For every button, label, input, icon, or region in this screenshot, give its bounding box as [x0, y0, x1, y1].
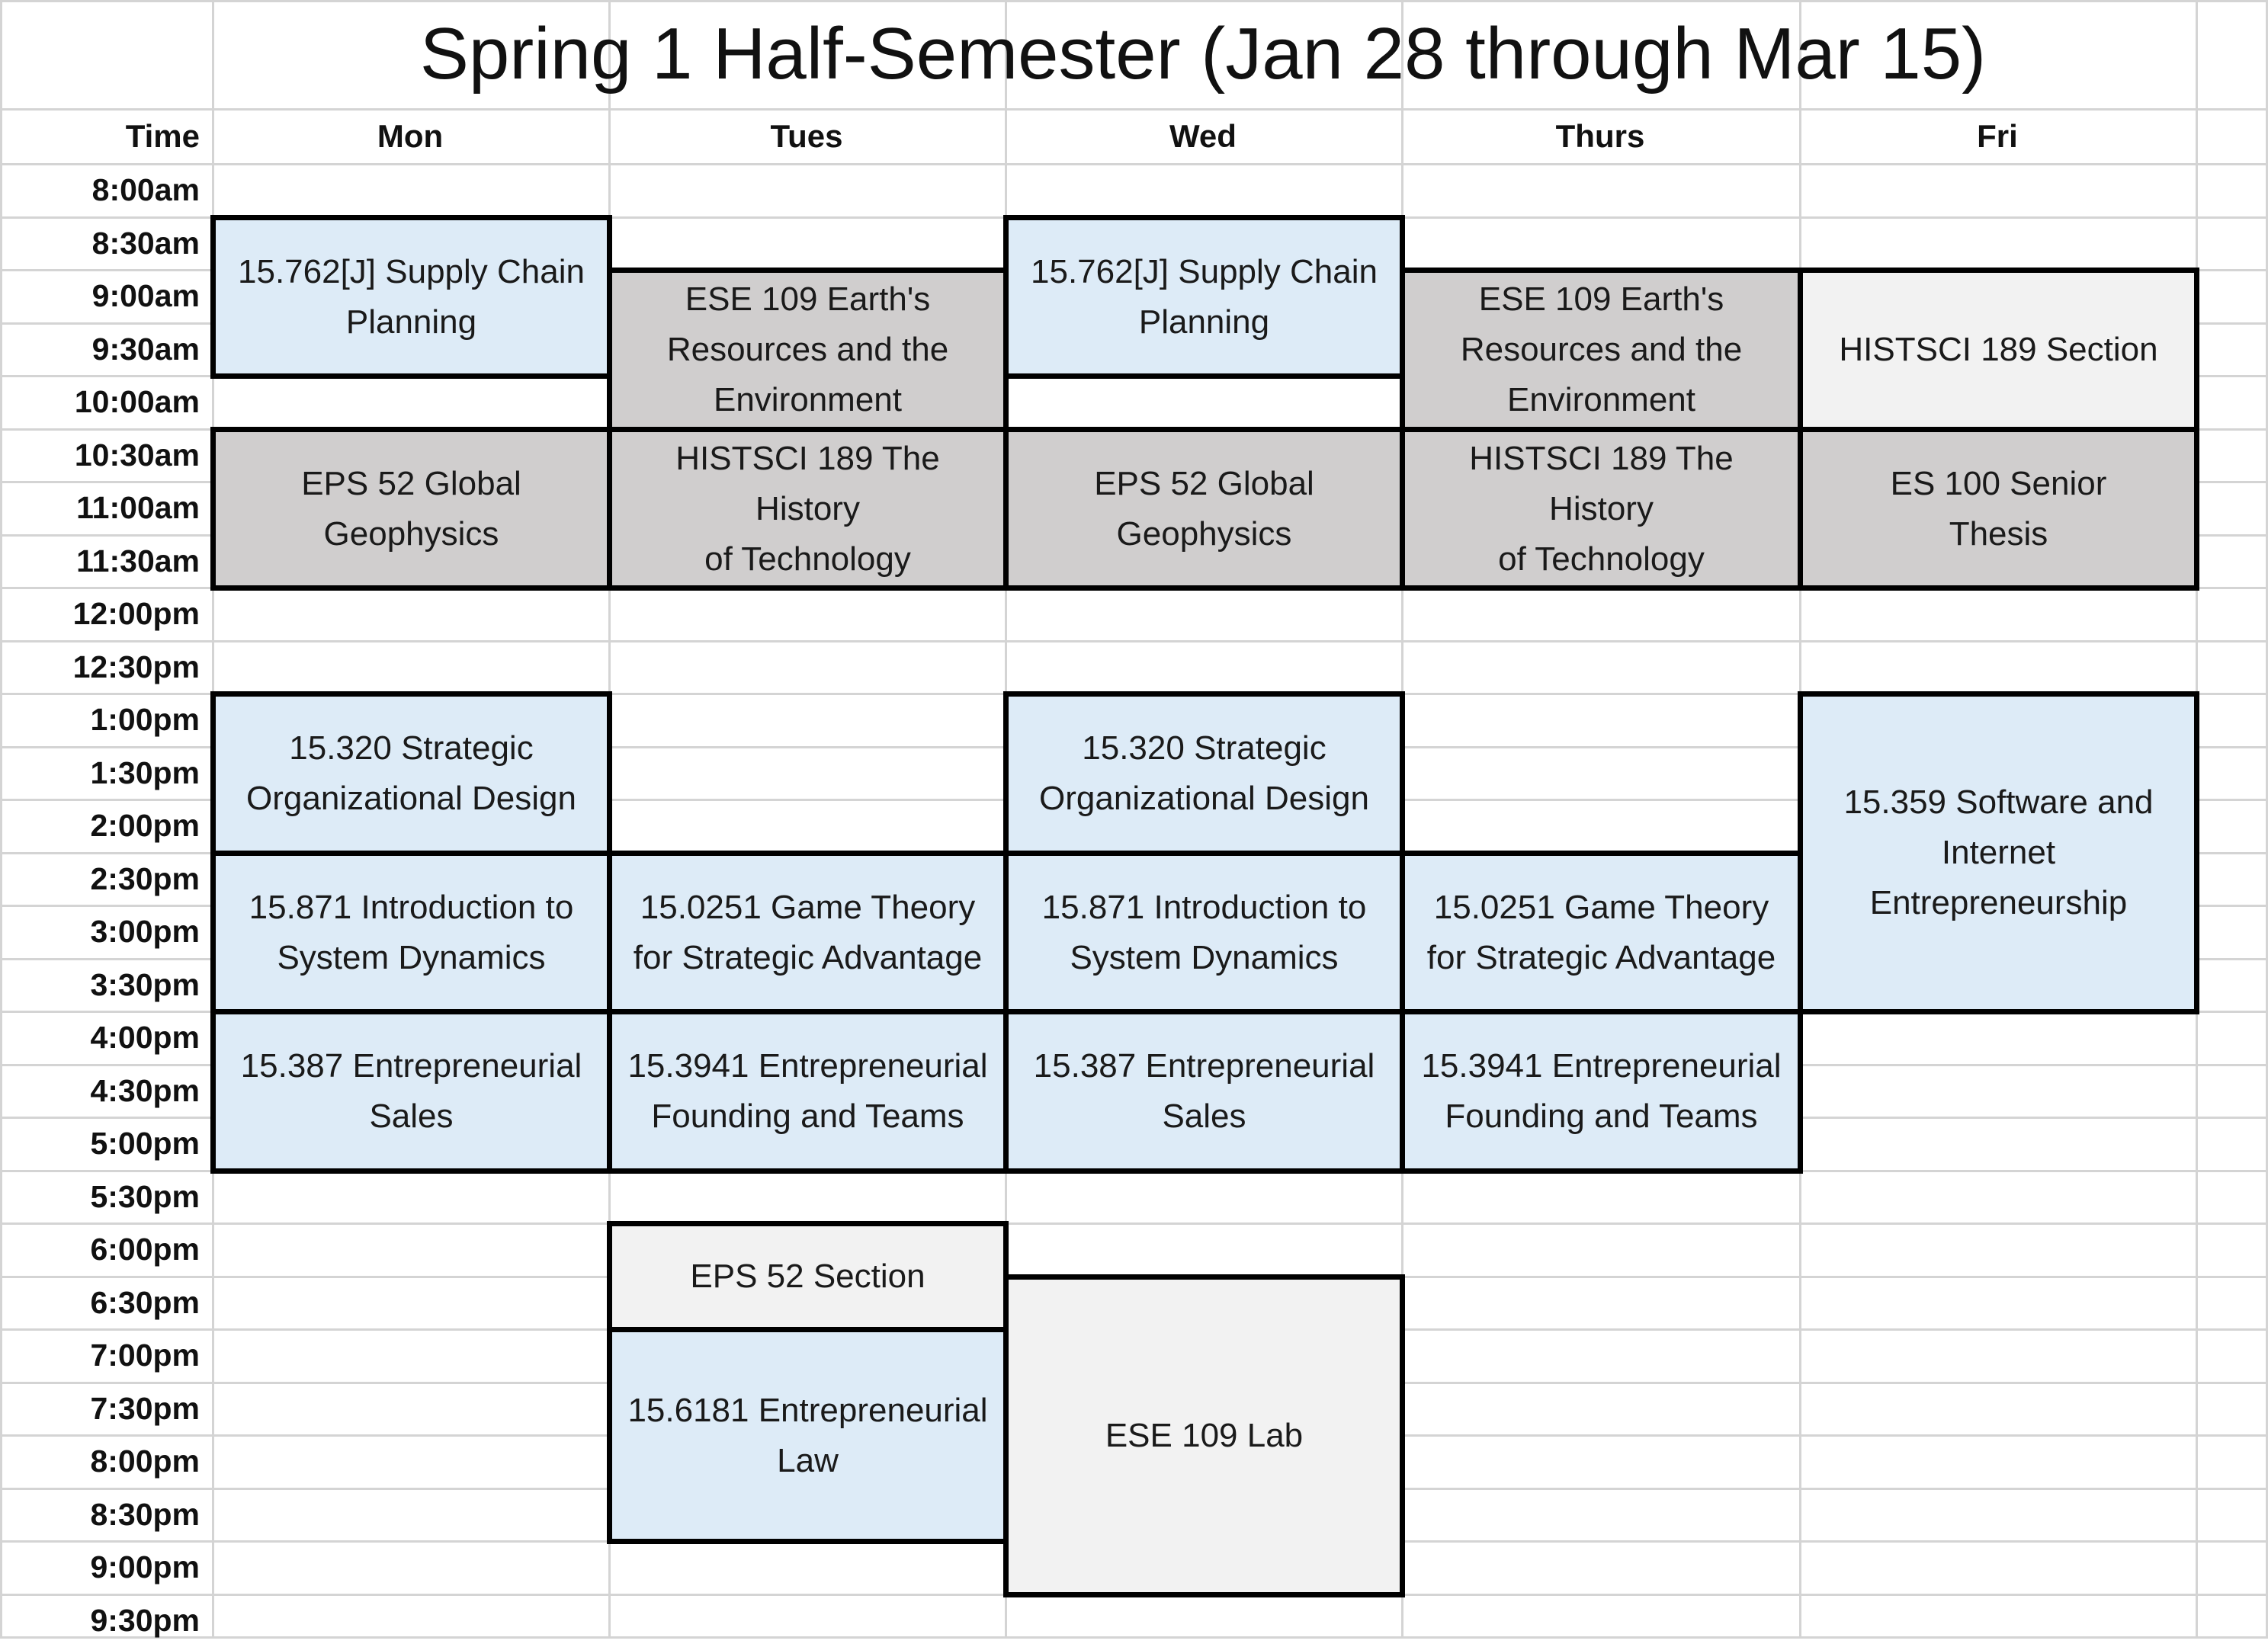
- event-label: [627, 1041, 987, 1142]
- event-histsci-section-fri[interactable]: [1798, 268, 2199, 432]
- event-label-line: 15.3941 Entrepreneurial: [627, 1047, 988, 1085]
- event-label-line: 15.871 Introduction to: [249, 888, 574, 926]
- time-label: 1:00pm: [90, 702, 200, 737]
- event-label-line: of Technology: [1498, 540, 1705, 578]
- event-label-line: Law: [777, 1441, 839, 1479]
- event-label-line: Internet: [1941, 834, 2056, 871]
- event-label-line: HISTSCI 189 The History: [675, 439, 940, 527]
- time-label: 6:00pm: [90, 1232, 200, 1267]
- event-label: [238, 247, 585, 348]
- event-label: [1427, 883, 1776, 983]
- time-label: 10:00am: [74, 384, 200, 419]
- event-org-design-mon[interactable]: [210, 691, 612, 856]
- time-label: 5:00pm: [90, 1126, 200, 1161]
- event-game-theory-tues[interactable]: [607, 851, 1009, 1014]
- day-header-wed: Wed: [1169, 118, 1237, 154]
- event-label-line: System Dynamics: [277, 938, 546, 976]
- event-label: [667, 274, 948, 425]
- event-label: [1094, 459, 1314, 559]
- event-ent-law-tues[interactable]: [607, 1327, 1009, 1544]
- event-ese109-lab-wed[interactable]: [1003, 1274, 1405, 1597]
- event-label: [620, 434, 996, 585]
- time-label: 2:00pm: [90, 808, 200, 843]
- time-label: 1:30pm: [90, 755, 200, 790]
- time-label: 8:30am: [91, 226, 200, 261]
- event-label-line: 15.359 Software and: [1843, 783, 2154, 821]
- event-label-line: ESE 109 Lab: [1105, 1417, 1304, 1454]
- event-es100-fri[interactable]: [1798, 427, 2199, 591]
- time-label: 2:30pm: [90, 861, 200, 896]
- event-label: [1031, 247, 1378, 348]
- event-label-line: Geophysics: [323, 514, 499, 553]
- event-label-line: 15.387 Entrepreneurial: [1033, 1047, 1375, 1085]
- event-label-line: ESE 109 Earth's: [685, 280, 931, 318]
- event-label: [1891, 459, 2107, 559]
- event-label: [1105, 1411, 1303, 1461]
- gridline: [0, 640, 2268, 642]
- event-label: [249, 883, 574, 983]
- event-label-line: Organizational Design: [1039, 780, 1369, 817]
- event-label-line: HISTSCI 189 Section: [1839, 331, 2158, 368]
- time-label: 11:30am: [76, 543, 200, 578]
- event-ese109-tues[interactable]: [607, 268, 1009, 432]
- event-label-line: Environment: [1506, 381, 1695, 418]
- event-eps52-section-tues[interactable]: [607, 1221, 1009, 1332]
- event-ese109-thurs[interactable]: [1400, 268, 1803, 432]
- event-label-line: Sales: [369, 1097, 454, 1135]
- event-supply-chain-mon[interactable]: [210, 215, 612, 379]
- event-label-line: System Dynamics: [1070, 938, 1339, 976]
- event-label-line: 15.387 Entrepreneurial: [240, 1047, 582, 1085]
- day-header-tues: Tues: [770, 118, 843, 154]
- time-label: 6:30pm: [90, 1285, 200, 1320]
- event-label-line: EPS 52 Global: [301, 464, 521, 502]
- time-label: 7:00pm: [90, 1338, 200, 1373]
- gridline: [0, 1222, 2268, 1225]
- event-label-line: 15.871 Introduction to: [1041, 888, 1367, 926]
- event-label-line: 15.0251 Game Theory: [1433, 888, 1769, 926]
- day-header-thurs: Thurs: [1555, 118, 1645, 154]
- event-label-line: Organizational Design: [246, 780, 576, 817]
- event-label: [1042, 883, 1367, 983]
- event-org-design-wed[interactable]: [1003, 691, 1405, 856]
- event-game-theory-thurs[interactable]: [1400, 851, 1803, 1014]
- event-label: [1413, 434, 1790, 585]
- event-ent-sales-wed[interactable]: [1003, 1009, 1405, 1174]
- time-label: 8:00pm: [90, 1444, 200, 1479]
- event-label-line: ESE 109 Earth's: [1478, 280, 1724, 318]
- event-label-line: 15.320 Strategic: [1082, 729, 1326, 767]
- event-label-line: Entrepreneurship: [1869, 884, 2128, 921]
- event-label-line: of Technology: [704, 540, 911, 578]
- event-label: [1461, 274, 1742, 425]
- day-header-mon: Mon: [377, 118, 444, 154]
- event-label: [1039, 723, 1369, 824]
- page-title: Spring 1 Half-Semester (Jan 28 through Mar 15): [419, 13, 1987, 95]
- time-column-header: Time: [125, 118, 200, 154]
- event-eps52-mon[interactable]: [210, 427, 612, 591]
- event-label-line: 15.0251 Game Theory: [640, 888, 976, 926]
- time-label: 5:30pm: [90, 1179, 200, 1214]
- time-label: 7:30pm: [90, 1391, 200, 1426]
- time-label: 10:30am: [74, 437, 200, 473]
- event-label: [1843, 777, 2153, 928]
- time-label: 9:00am: [91, 278, 200, 313]
- event-label: [301, 459, 521, 559]
- time-label: 8:30pm: [90, 1497, 200, 1532]
- event-label: [1034, 1041, 1375, 1142]
- event-label: [634, 883, 982, 983]
- event-label: [246, 723, 576, 824]
- event-label-line: HISTSCI 189 The History: [1469, 439, 1734, 527]
- event-label-line: ES 100 Senior: [1890, 464, 2107, 502]
- event-label-line: 15.762[J] Supply Chain: [1031, 252, 1378, 290]
- time-label: 3:30pm: [90, 967, 200, 1002]
- event-label: [690, 1251, 925, 1302]
- event-label-line: for Strategic Advantage: [633, 938, 983, 976]
- event-label-line: 15.320 Strategic: [289, 729, 534, 767]
- time-label: 9:30pm: [90, 1603, 200, 1638]
- event-label-line: Resources and the: [666, 331, 949, 368]
- event-label: [1839, 325, 2157, 375]
- event-label: [241, 1041, 582, 1142]
- event-label-line: Thesis: [1949, 514, 2048, 553]
- time-label: 11:00am: [76, 490, 200, 525]
- time-label: 3:00pm: [90, 914, 200, 949]
- event-supply-chain-wed[interactable]: [1003, 215, 1405, 379]
- event-label: [627, 1386, 987, 1486]
- event-ent-sales-mon[interactable]: [210, 1009, 612, 1174]
- event-label-line: Environment: [713, 381, 902, 418]
- time-label: 4:00pm: [90, 1020, 200, 1055]
- event-label-line: 15.762[J] Supply Chain: [238, 252, 585, 290]
- event-label-line: Resources and the: [1460, 331, 1743, 368]
- event-label-line: Planning: [345, 303, 477, 341]
- time-label: 12:00pm: [72, 596, 200, 631]
- event-eps52-wed[interactable]: [1003, 427, 1405, 591]
- time-label: 4:30pm: [90, 1073, 200, 1108]
- event-label-line: for Strategic Advantage: [1426, 938, 1776, 976]
- event-label-line: Founding and Teams: [1445, 1097, 1758, 1135]
- event-founding-thurs[interactable]: [1400, 1009, 1803, 1174]
- event-software-fri[interactable]: [1798, 691, 2199, 1014]
- event-histsci-thurs[interactable]: [1400, 427, 1803, 591]
- event-label-line: Planning: [1138, 303, 1270, 341]
- day-header-fri: Fri: [1977, 118, 2018, 154]
- event-sys-dyn-wed[interactable]: [1003, 851, 1405, 1014]
- event-histsci-tues[interactable]: [607, 427, 1009, 591]
- event-label-line: EPS 52 Section: [690, 1258, 925, 1295]
- event-founding-tues[interactable]: [607, 1009, 1009, 1174]
- event-label-line: Geophysics: [1116, 514, 1292, 553]
- gridline: [0, 163, 2268, 165]
- event-label-line: 15.6181 Entrepreneurial: [627, 1391, 988, 1429]
- event-sys-dyn-mon[interactable]: [210, 851, 612, 1014]
- event-label-line: EPS 52 Global: [1094, 464, 1314, 502]
- time-label: 8:00am: [91, 172, 200, 207]
- time-label: 9:00pm: [90, 1549, 200, 1585]
- event-label-line: Founding and Teams: [651, 1097, 964, 1135]
- time-label: 9:30am: [91, 332, 200, 367]
- event-label-line: 15.3941 Entrepreneurial: [1421, 1047, 1782, 1085]
- event-label: [1421, 1041, 1781, 1142]
- time-label: 12:30pm: [72, 649, 200, 684]
- event-label-line: Sales: [1162, 1097, 1246, 1135]
